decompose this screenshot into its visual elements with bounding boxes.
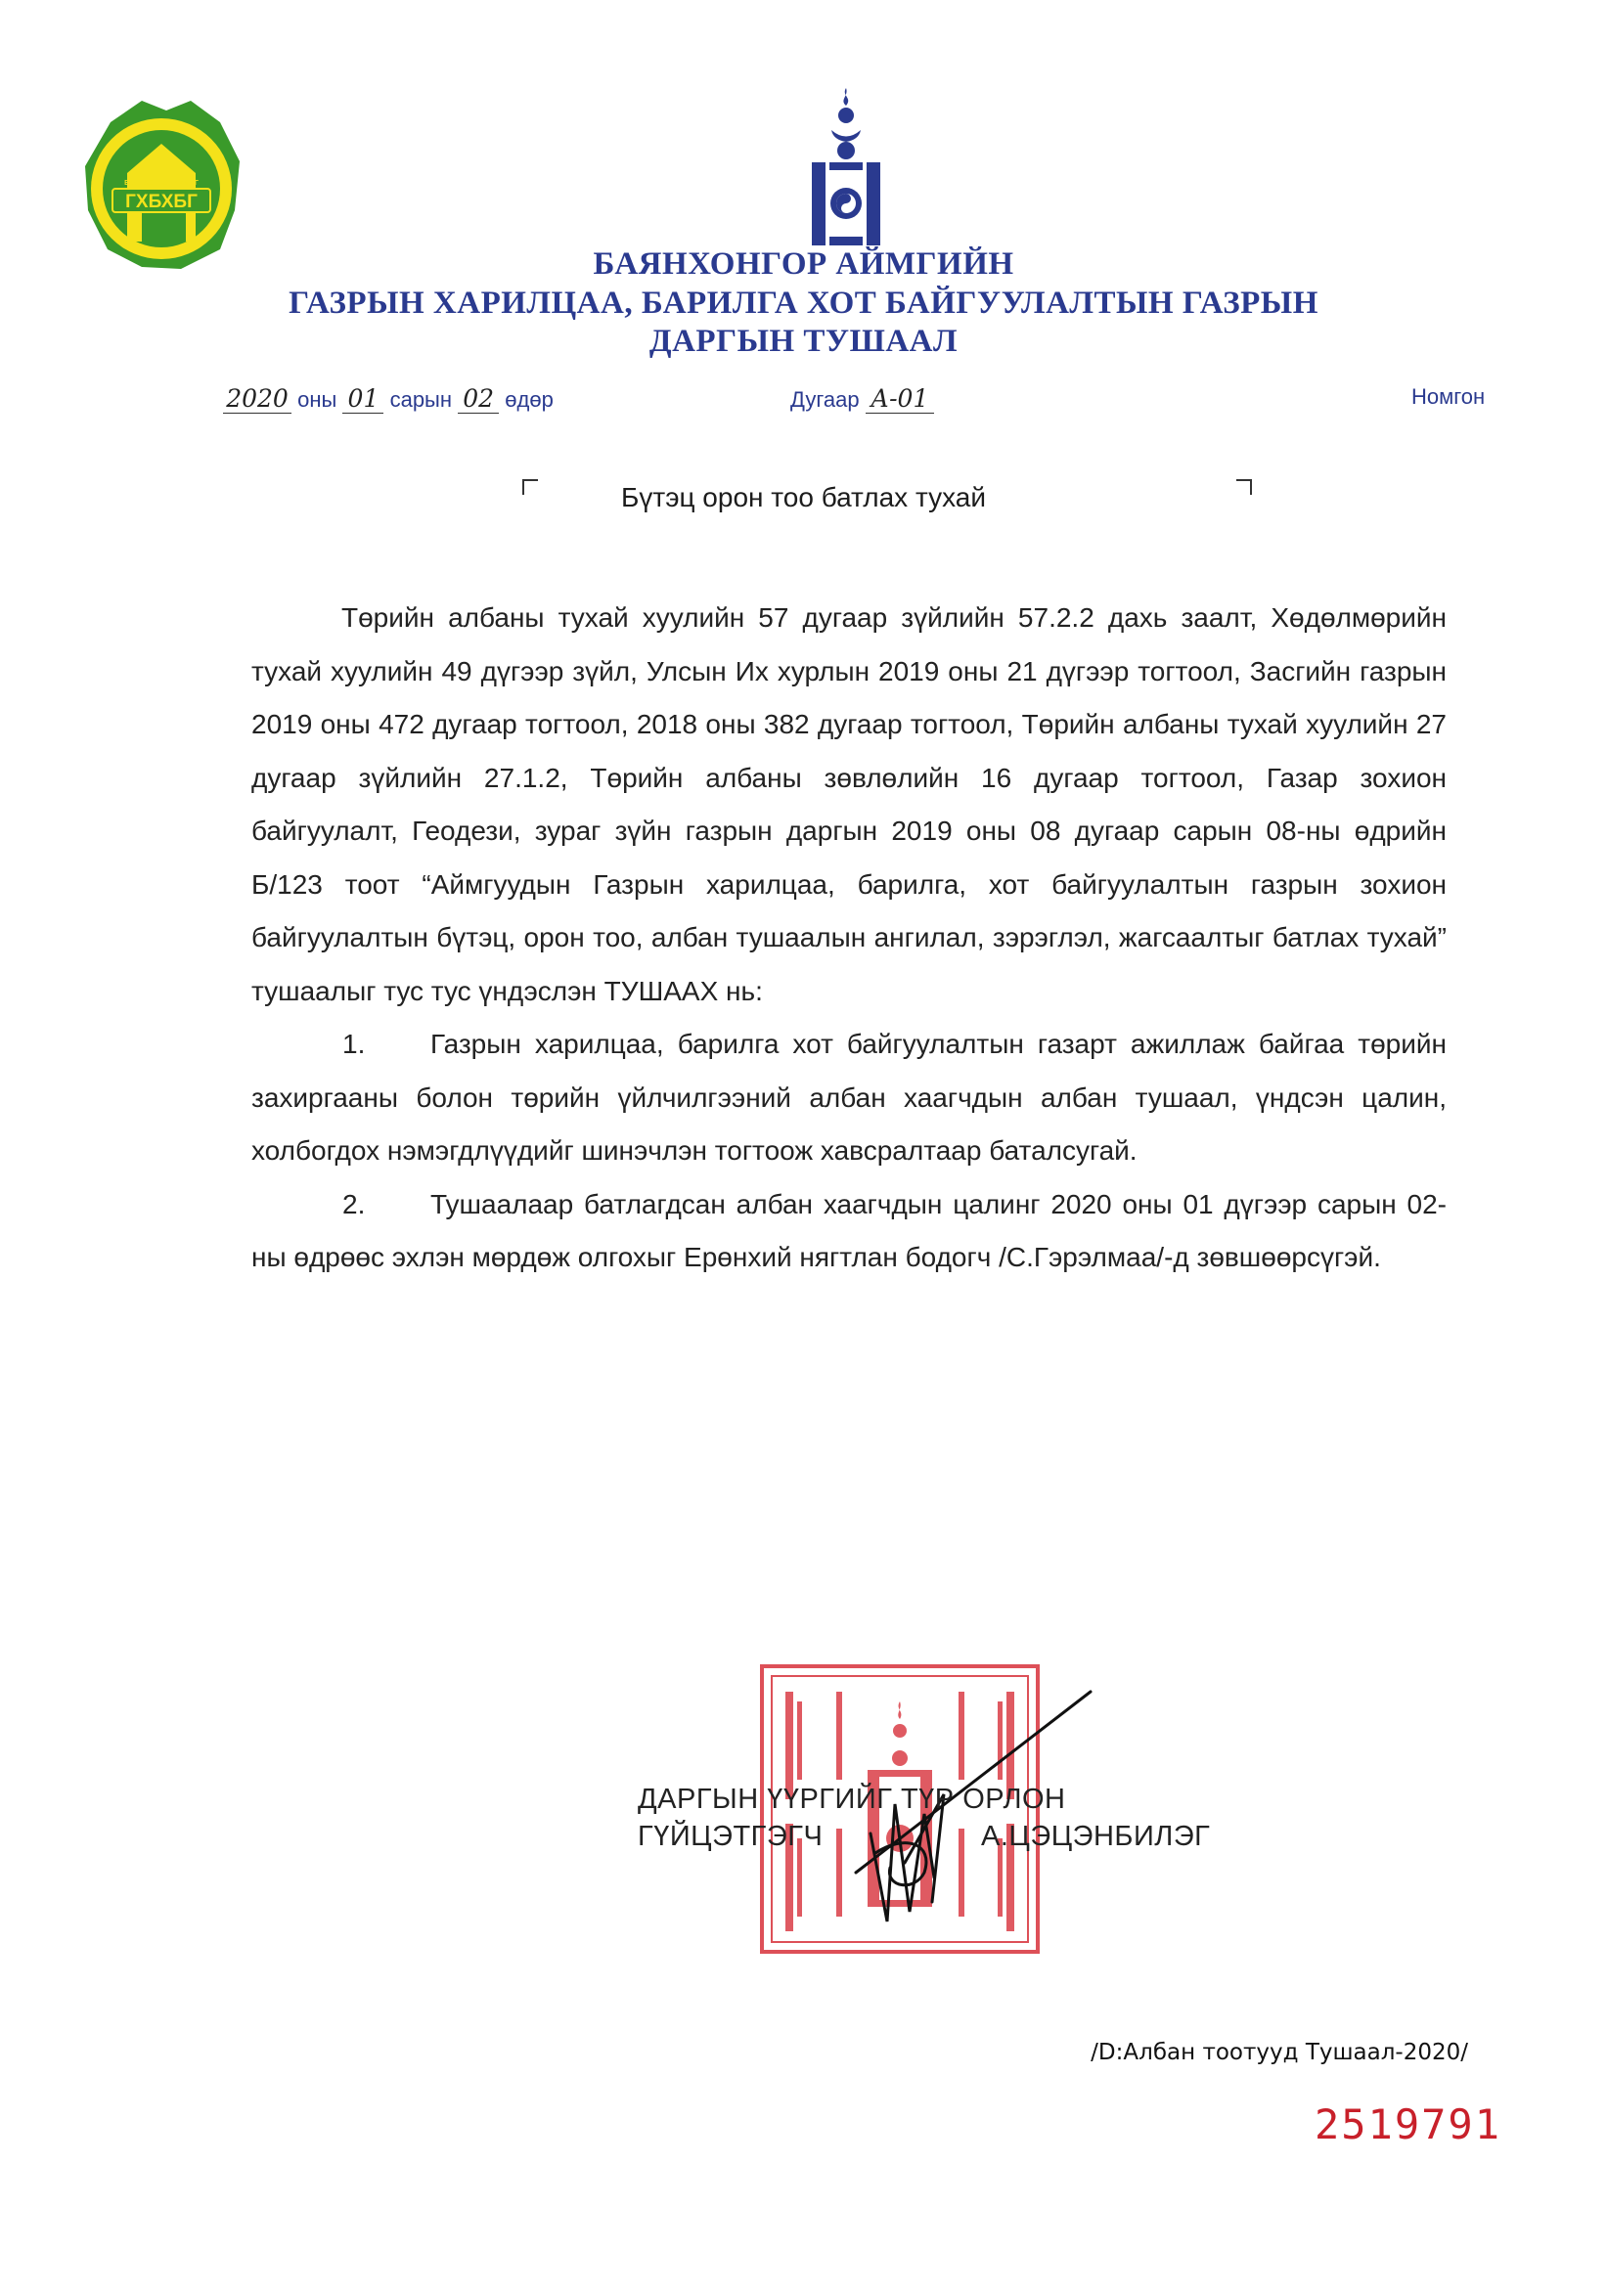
header-line-3: ДАРГЫН ТУШААЛ — [648, 324, 959, 359]
logo-ring-text: БАЯНХОНГОР АЙМАГ — [124, 180, 199, 187]
signer-title-line-1: ДАРГЫН ҮҮРГИЙГ ТҮР ОРЛОН — [638, 1784, 1066, 1815]
date-year-suffix: оны — [297, 387, 337, 412]
preamble-paragraph: Төрийн албаны тухай хуулийн 57 дугаар зүйлийн 57.2.2 дахь заалт, Хөдөлмөрийн тухай хуулийн 49 дүгээр зүйл, Улсын Их хурлын 2019 оны 21 дүгээр тогтоол, Засгийн газрын 2019 оны 472 дугаар тогтоол, 2018 оны 382 дугаар тогтоол, Төрийн албаны тухай хуулийн 27 дугаар зүйлийн 27.1.2, Төрийн албаны зөвлөлийн 16 дугаар тогтоол, Газар зохион байгуулалт, Геодези, зураг зүйн газрын даргын 2019 оны 08 дугаар сарын 08-ны өдрийн Б/123 тоот “Аймгуудын Газрын харилцаа, барилга, хот байгуулалтын газрын зохион байгуулалтын бүтэц, орон тоо, албан тушаалын ангилал, зэрэглэл, жагсаалтыг батлах тухай” тушаалыг тус тус үндэслэн ТУШААХ нь: — [251, 602, 1447, 1006]
signer-title-line-2: ГҮЙЦЭТГЭГЧ — [638, 1821, 824, 1852]
list-item — [251, 1018, 1447, 1178]
signer-name: А.ЦЭЦЭНБИЛЭГ — [981, 1821, 1211, 1852]
date-month: 01 — [342, 384, 383, 414]
date-line — [223, 384, 554, 414]
registration-number: 2519791 — [1314, 2100, 1501, 2148]
date-day-suffix: өдөр — [505, 387, 554, 412]
header-line-1: БАЯНХОНГОР АЙМГИЙН — [593, 246, 1014, 282]
file-path-note: /D:Албан тоотууд Тушаал-2020/ — [1091, 2040, 1468, 2065]
soyombo-emblem-icon — [802, 86, 890, 247]
subject-title: Бүтэц орон тоо батлах тухай — [621, 482, 986, 512]
place: Номгон — [1411, 384, 1486, 409]
date-month-suffix: сарын — [389, 387, 453, 412]
list-item-number: 1. — [342, 1029, 366, 1059]
logo-text: ГХБХБГ — [125, 192, 198, 212]
order-number: А-01 — [866, 384, 934, 414]
list-item — [251, 1178, 1447, 1285]
document-body — [251, 592, 1447, 1285]
date-day: 02 — [458, 384, 499, 414]
list-item-text: Тушаалаар батлагдсан албан хаагчдын цалинг 2020 оны 01 дүгээр сарын 02-ны өдрөөс эхлэн мөрдөж олгохыг Ерөнхий нягтлан бодогч /С.Гэрэлмаа/-д зөвшөөрсүгэй. — [251, 1188, 1447, 1272]
header-line-2: ГАЗРЫН ХАРИЛЦАА, БАРИЛГА ХОТ БАЙГУУЛАЛТЫН ГАЗРЫН — [289, 286, 1318, 321]
date-year: 2020 — [223, 384, 291, 414]
order-number-line — [790, 384, 934, 414]
list-item-number: 2. — [342, 1188, 366, 1219]
order-number-label: Дугаар — [790, 387, 860, 412]
list-item-text: Газрын харилцаа, барилга хот байгуулалтын газарт ажиллаж байгаа төрийн захиргааны болон төрийн үйлчилгээний албан хаагчдын албан тушаал, үндсэн цалин, холбогдох нэмэгдлүүдийг шинэчлэн тогтоож хавсралтаар баталсугай. — [251, 1029, 1447, 1166]
